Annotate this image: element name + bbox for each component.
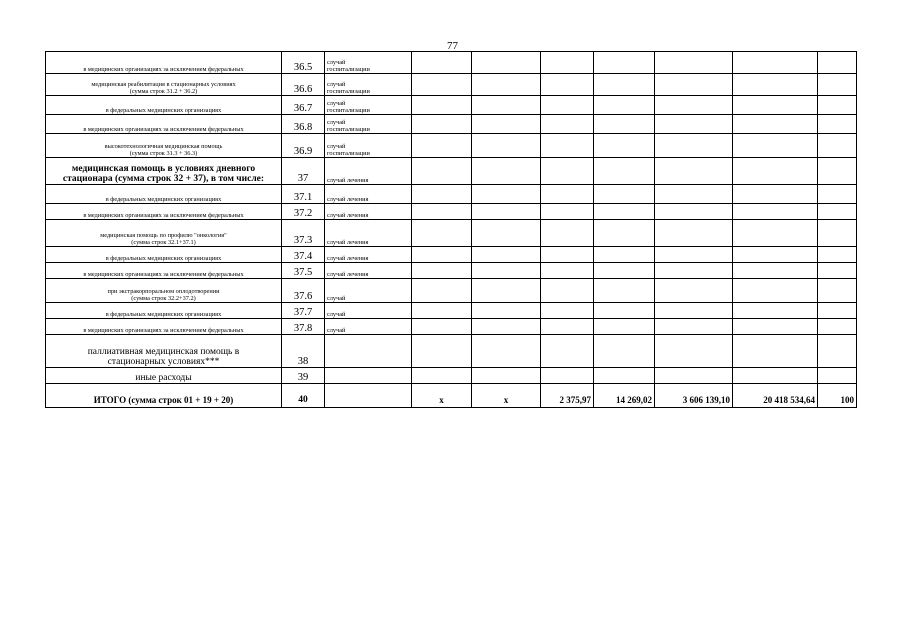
table-row [46, 263, 857, 279]
table-row [46, 115, 857, 134]
row-name-cell [46, 279, 282, 303]
total-value-cell: х [412, 384, 472, 408]
row-value-cell [541, 74, 594, 96]
cell-line: медицинская помощь в условиях дневного [71, 164, 256, 174]
cell-line: (сумма строк 31.3 + 36.3) [129, 149, 198, 157]
row-name-cell [46, 158, 282, 185]
cell-line: стационара (сумма строк 32 + 37), в том числе: [62, 173, 265, 184]
row-value-cell [412, 335, 472, 368]
cell-line: в федеральных медицинских организациях [105, 310, 222, 318]
row-value-cell [412, 158, 472, 185]
row-value-cell [412, 279, 472, 303]
cell-line: стационарных условиях*** [107, 356, 220, 367]
cell-line: случай лечения [327, 176, 369, 184]
table-row [46, 303, 857, 319]
row-value-cell [472, 220, 541, 247]
row-code-cell: 37.5 [282, 263, 325, 279]
row-value-cell [412, 263, 472, 279]
row-value-cell [541, 247, 594, 263]
row-code-cell: 36.9 [282, 134, 325, 158]
row-value-cell [594, 247, 655, 263]
cell-line: госпитализации [327, 149, 370, 157]
total-value-cell: 20 418 534,64 [733, 384, 818, 408]
row-unit-cell [325, 368, 412, 384]
cell-line: в федеральных медицинских организациях [105, 106, 222, 114]
row-name-cell [46, 185, 282, 204]
row-unit-cell [325, 115, 412, 134]
table-row [46, 158, 857, 185]
row-value-cell [818, 204, 857, 220]
row-value-cell [472, 52, 541, 74]
row-value-cell [541, 134, 594, 158]
cell-line: госпитализации [327, 106, 370, 114]
row-value-cell [541, 263, 594, 279]
row-value-cell [594, 368, 655, 384]
row-code-cell: 37.2 [282, 204, 325, 220]
table-row [46, 134, 857, 158]
row-value-cell [655, 204, 733, 220]
row-value-cell [472, 96, 541, 115]
row-value-cell [412, 96, 472, 115]
row-value-cell [541, 368, 594, 384]
row-unit-cell [325, 263, 412, 279]
row-unit-cell [325, 158, 412, 185]
row-value-cell [818, 134, 857, 158]
row-code-cell: 37.7 [282, 303, 325, 319]
row-unit-cell [325, 134, 412, 158]
row-value-cell [412, 247, 472, 263]
row-value-cell [733, 263, 818, 279]
row-value-cell [818, 74, 857, 96]
row-value-cell [818, 52, 857, 74]
row-name-cell [46, 134, 282, 158]
row-value-cell [655, 134, 733, 158]
row-value-cell [818, 303, 857, 319]
cell-line: случай [327, 143, 346, 151]
cell-line: случай [327, 100, 346, 108]
row-value-cell [594, 220, 655, 247]
row-value-cell [594, 158, 655, 185]
cell-line: иные расходы [135, 372, 192, 383]
row-name-cell [46, 303, 282, 319]
cell-line: случай лечения [327, 238, 369, 246]
row-value-cell [733, 185, 818, 204]
row-value-cell [541, 319, 594, 335]
cell-line: медицинская помощь по профилю "онкология" [100, 232, 227, 240]
cell-line: в федеральных медицинских организациях [105, 254, 222, 262]
row-unit-cell [325, 204, 412, 220]
row-name-cell [46, 247, 282, 263]
row-name-cell [46, 319, 282, 335]
table-row [46, 52, 857, 74]
cell-line: случай лечения [327, 211, 369, 219]
total-value-cell: 100 [818, 384, 857, 408]
row-unit-cell [325, 279, 412, 303]
table-row [46, 368, 857, 384]
report-table [45, 51, 857, 408]
row-code-cell: 37.4 [282, 247, 325, 263]
row-value-cell [541, 220, 594, 247]
cell-line: (сумма строк 32.1+37.1) [131, 238, 196, 246]
table-body [46, 52, 857, 408]
row-value-cell [733, 204, 818, 220]
cell-line: госпитализации [327, 87, 370, 95]
total-row [46, 384, 857, 408]
row-value-cell [733, 134, 818, 158]
table-row [46, 319, 857, 335]
cell-line: случай [327, 81, 346, 89]
row-value-cell [655, 319, 733, 335]
cell-line: госпитализации [327, 125, 370, 133]
row-value-cell [818, 335, 857, 368]
cell-line: случай [327, 326, 346, 334]
row-value-cell [655, 115, 733, 134]
row-value-cell [472, 185, 541, 204]
cell-line: случай [327, 294, 346, 302]
total-unit-cell [325, 384, 412, 408]
row-name-cell [46, 263, 282, 279]
row-value-cell [818, 319, 857, 335]
row-value-cell [655, 185, 733, 204]
row-value-cell [818, 158, 857, 185]
row-name-cell [46, 335, 282, 368]
row-name-cell [46, 368, 282, 384]
row-value-cell [412, 303, 472, 319]
row-value-cell [733, 319, 818, 335]
table-row [46, 204, 857, 220]
row-value-cell [655, 52, 733, 74]
row-value-cell [472, 279, 541, 303]
row-unit-cell [325, 247, 412, 263]
cell-line: случай лечения [327, 270, 369, 278]
row-code-cell: 37.3 [282, 220, 325, 247]
total-value-cell: 14 269,02 [594, 384, 655, 408]
row-value-cell [472, 204, 541, 220]
cell-line: высокотехнологичная медицинская помощь [104, 143, 223, 151]
row-value-cell [594, 74, 655, 96]
row-value-cell [472, 335, 541, 368]
row-name-cell [46, 96, 282, 115]
row-value-cell [541, 158, 594, 185]
cell-line: в медицинских организациях за исключением федеральных [83, 65, 244, 73]
row-unit-cell [325, 319, 412, 335]
row-value-cell [412, 134, 472, 158]
total-value-cell: х [472, 384, 541, 408]
row-value-cell [412, 220, 472, 247]
table-row [46, 335, 857, 368]
row-unit-cell [325, 185, 412, 204]
cell-line: случай [327, 59, 346, 67]
row-value-cell [733, 158, 818, 185]
table-row [46, 96, 857, 115]
cell-line: случай лечения [327, 195, 369, 203]
cell-line: в федеральных медицинских организациях [105, 195, 222, 203]
cell-line: (сумма строк 31.2 + 36.2) [129, 87, 198, 95]
row-value-cell [733, 247, 818, 263]
table-row [46, 279, 857, 303]
cell-line: случай [327, 119, 346, 127]
row-value-cell [541, 52, 594, 74]
total-value-cell: 3 606 139,10 [655, 384, 733, 408]
row-value-cell [594, 263, 655, 279]
row-value-cell [594, 335, 655, 368]
row-unit-cell [325, 220, 412, 247]
row-value-cell [655, 335, 733, 368]
row-value-cell [818, 263, 857, 279]
row-value-cell [472, 263, 541, 279]
row-value-cell [818, 368, 857, 384]
table-row [46, 247, 857, 263]
row-value-cell [541, 96, 594, 115]
table-row [46, 220, 857, 247]
row-value-cell [655, 263, 733, 279]
row-value-cell [655, 96, 733, 115]
cell-line: в медицинских организациях за исключением федеральных [83, 326, 244, 334]
row-value-cell [541, 185, 594, 204]
row-value-cell [472, 319, 541, 335]
row-code-cell: 37.8 [282, 319, 325, 335]
row-value-cell [541, 335, 594, 368]
row-value-cell [655, 220, 733, 247]
row-value-cell [733, 368, 818, 384]
row-value-cell [594, 303, 655, 319]
row-value-cell [733, 220, 818, 247]
row-value-cell [472, 74, 541, 96]
row-value-cell [594, 115, 655, 134]
row-code-cell: 36.7 [282, 96, 325, 115]
total-value-cell: 2 375,97 [541, 384, 594, 408]
row-value-cell [472, 303, 541, 319]
cell-line: в медицинских организациях за исключением федеральных [83, 270, 244, 278]
row-value-cell [472, 247, 541, 263]
page-number: 77 [447, 40, 458, 52]
row-value-cell [733, 74, 818, 96]
row-value-cell [594, 319, 655, 335]
row-unit-cell [325, 96, 412, 115]
cell-line: паллиативная медицинская помощь в [87, 347, 240, 357]
row-value-cell [818, 279, 857, 303]
row-value-cell [818, 96, 857, 115]
table-row [46, 185, 857, 204]
row-code-cell: 36.8 [282, 115, 325, 134]
row-value-cell [594, 204, 655, 220]
row-name-cell [46, 204, 282, 220]
row-code-cell: 38 [282, 335, 325, 368]
cell-line: госпитализации [327, 65, 370, 73]
cell-line: в медицинских организациях за исключением федеральных [83, 211, 244, 219]
row-value-cell [472, 134, 541, 158]
row-value-cell [655, 158, 733, 185]
cell-line: в медицинских организациях за исключением федеральных [83, 125, 244, 133]
row-value-cell [412, 204, 472, 220]
row-value-cell [541, 303, 594, 319]
row-value-cell [655, 74, 733, 96]
row-value-cell [594, 185, 655, 204]
row-unit-cell [325, 335, 412, 368]
row-value-cell [733, 335, 818, 368]
row-value-cell [733, 303, 818, 319]
row-value-cell [594, 52, 655, 74]
total-code-cell: 40 [282, 384, 325, 408]
cell-line: при экстракорпоральном оплодотворении [107, 288, 220, 296]
row-unit-cell [325, 52, 412, 74]
row-value-cell [412, 115, 472, 134]
row-value-cell [472, 368, 541, 384]
row-code-cell: 37.1 [282, 185, 325, 204]
row-value-cell [818, 185, 857, 204]
row-value-cell [594, 134, 655, 158]
cell-line: случай лечения [327, 254, 369, 262]
row-code-cell: 37.6 [282, 279, 325, 303]
row-code-cell: 39 [282, 368, 325, 384]
row-value-cell [818, 247, 857, 263]
cell-line: случай [327, 310, 346, 318]
row-value-cell [733, 52, 818, 74]
row-value-cell [733, 96, 818, 115]
row-value-cell [541, 204, 594, 220]
row-value-cell [655, 279, 733, 303]
row-value-cell [412, 74, 472, 96]
row-value-cell [594, 96, 655, 115]
row-value-cell [818, 115, 857, 134]
cell-line: медицинская реабилитация в стационарных условиях [91, 81, 236, 89]
row-code-cell: 37 [282, 158, 325, 185]
row-value-cell [655, 247, 733, 263]
row-value-cell [412, 52, 472, 74]
row-code-cell: 36.5 [282, 52, 325, 74]
row-value-cell [655, 368, 733, 384]
cell-line: (сумма строк 32.2+37.2) [131, 294, 196, 302]
row-value-cell [594, 279, 655, 303]
row-value-cell [541, 279, 594, 303]
row-value-cell [733, 279, 818, 303]
row-name-cell [46, 74, 282, 96]
row-value-cell [818, 220, 857, 247]
row-unit-cell [325, 303, 412, 319]
row-value-cell [412, 368, 472, 384]
row-value-cell [412, 185, 472, 204]
row-value-cell [733, 115, 818, 134]
total-name-cell: ИТОГО (сумма строк 01 + 19 + 20) [46, 384, 282, 408]
row-value-cell [472, 158, 541, 185]
row-name-cell [46, 52, 282, 74]
row-name-cell [46, 115, 282, 134]
table-row [46, 74, 857, 96]
row-value-cell [541, 115, 594, 134]
row-unit-cell [325, 74, 412, 96]
row-value-cell [412, 319, 472, 335]
row-name-cell [46, 220, 282, 247]
row-value-cell [472, 115, 541, 134]
row-code-cell: 36.6 [282, 74, 325, 96]
row-value-cell [655, 303, 733, 319]
